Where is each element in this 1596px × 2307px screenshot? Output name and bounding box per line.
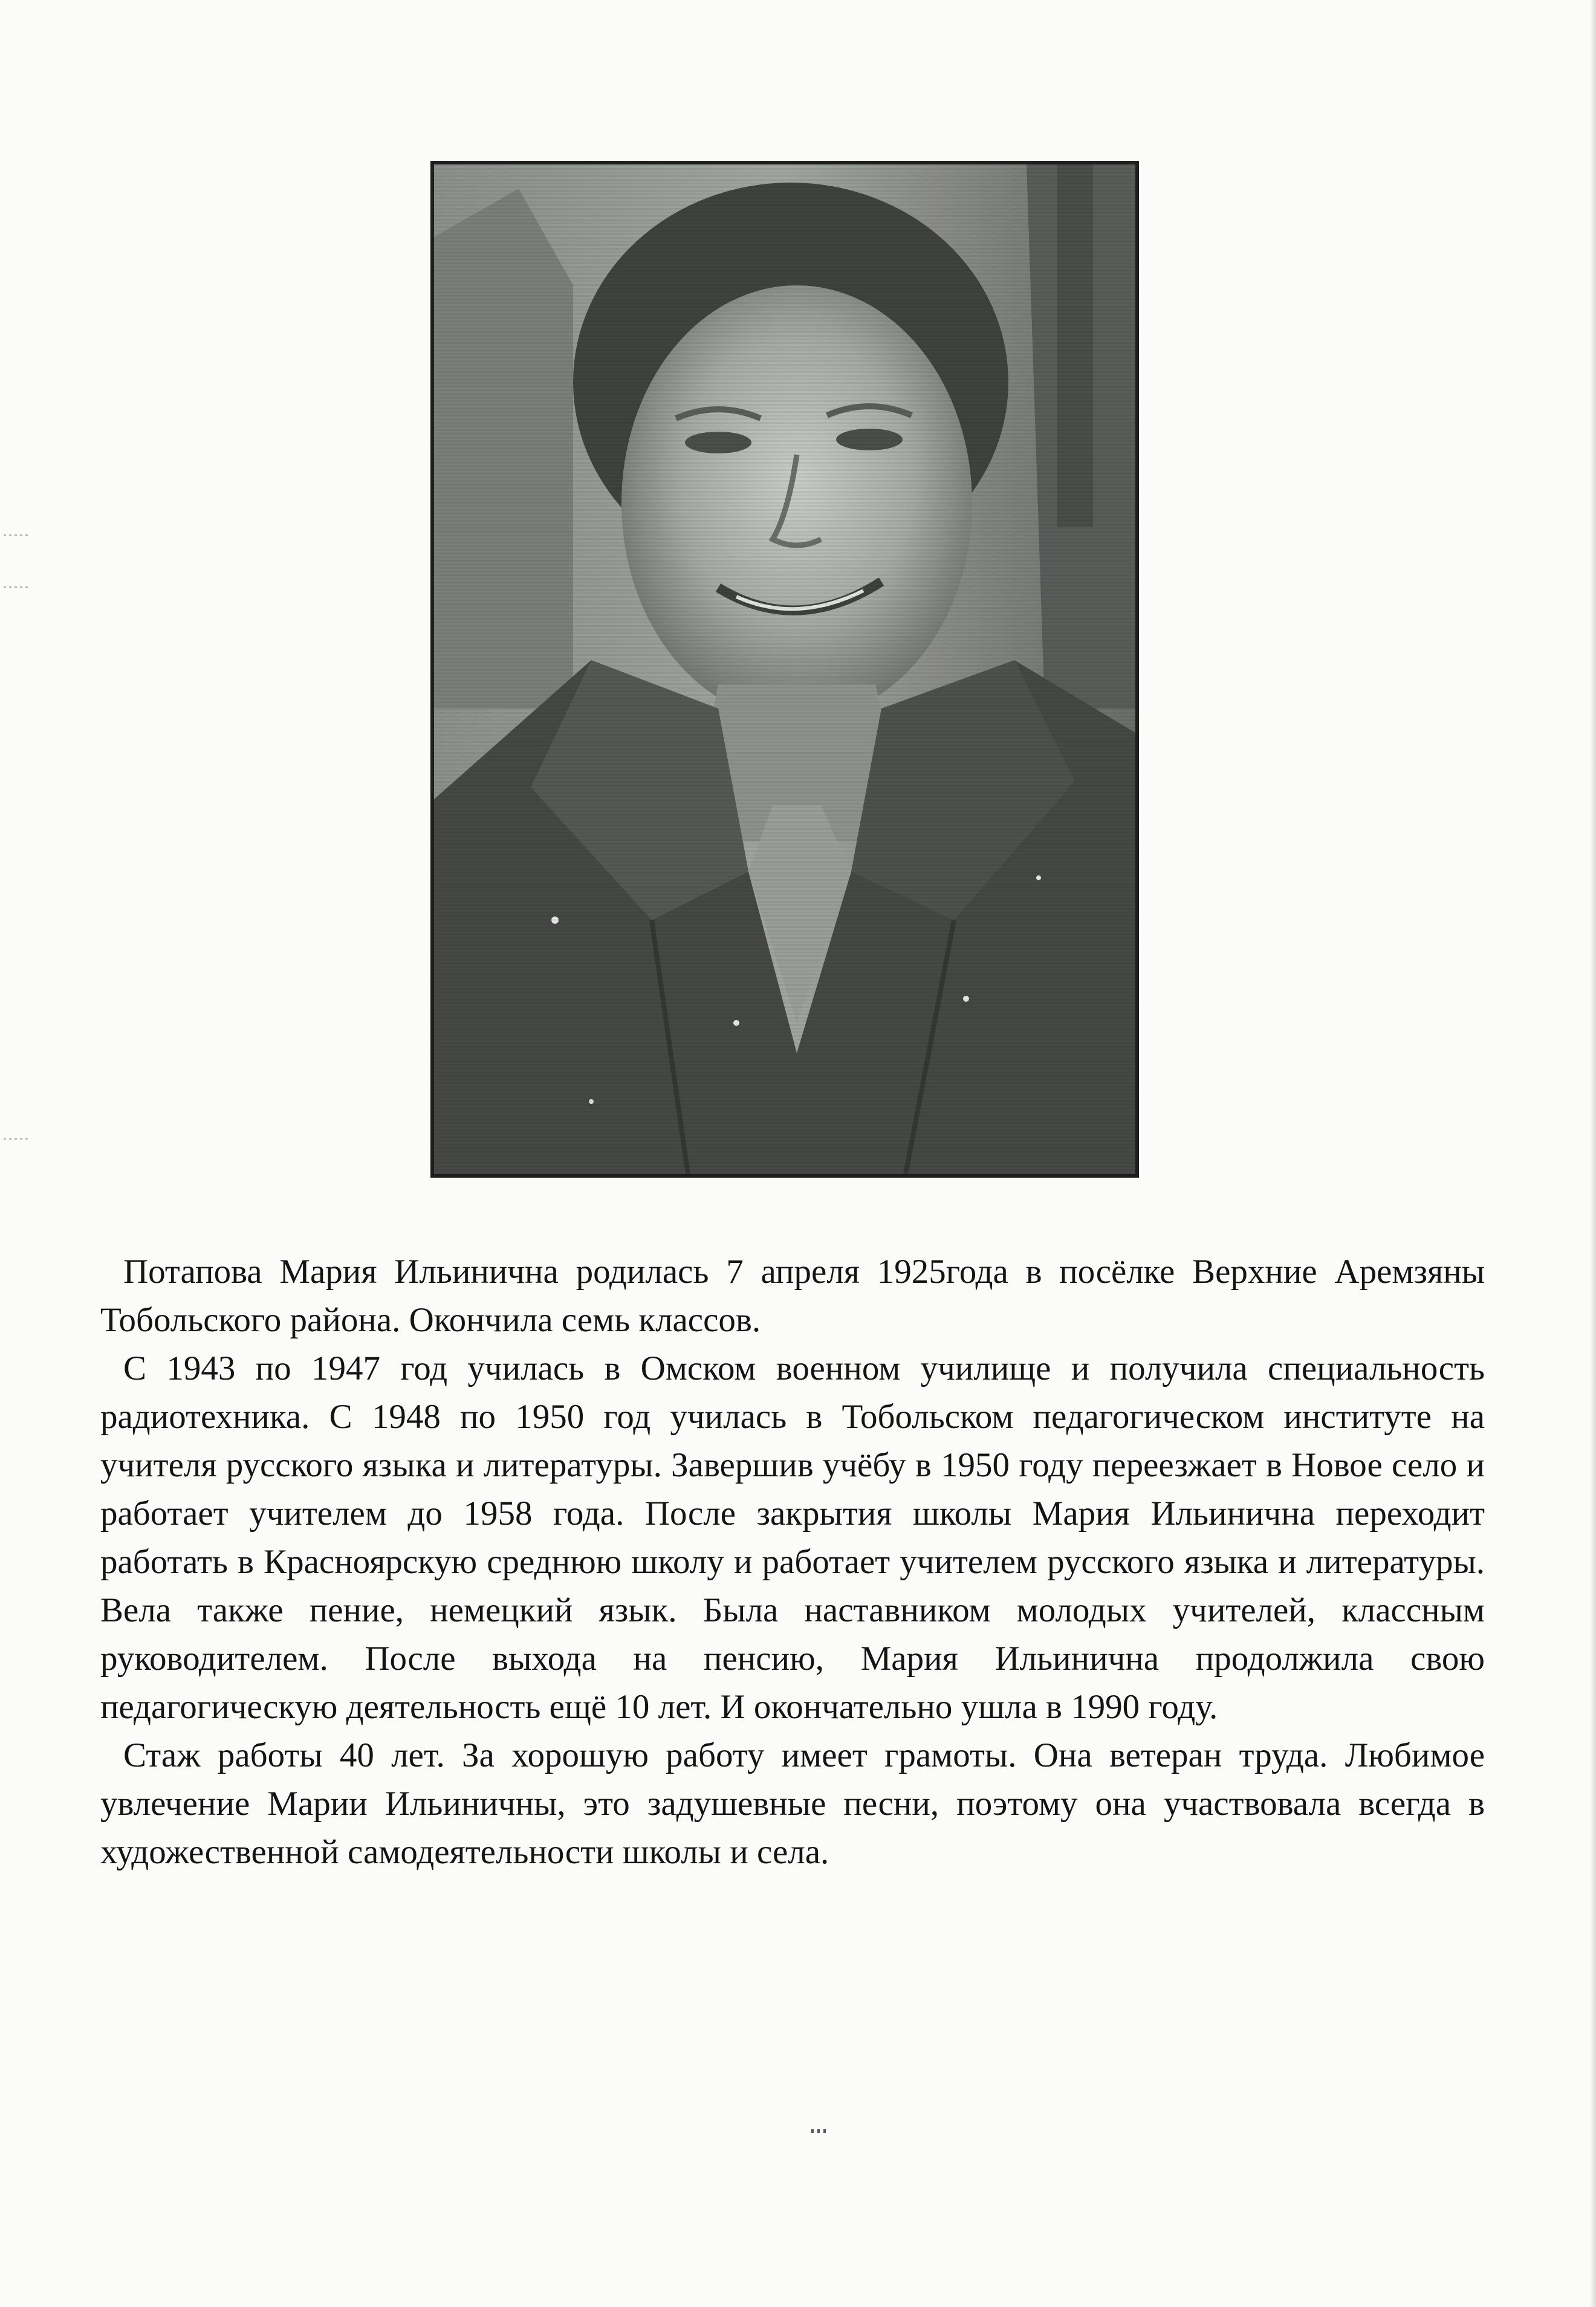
page-mark xyxy=(811,2129,827,2133)
bio-paragraph-hobbies: Стаж работы 40 лет. За хорошую работу имеет грамоты. Она ветеран труда. Любимое увлечение Марии Ильиничны, это задушевные песни, поэтому она участвовала всегда в художественной самодеятельности школы и села. xyxy=(100,1736,1485,1871)
page-edge xyxy=(1590,0,1596,2307)
bio-paragraph-career: С 1943 по 1947 год училась в Омском военном училище и получила специальность радиотехника. С 1948 по 1950 год училась в Тобольском педагогическом институте на учителя русского языка и литературы. Завершив учёбу в 1950 году переезжает в Новое село и работает учителем до 1958 года. После закрытия школы Мария Ильинична переходит работать в Красноярскую среднюю школу и работает учителем русского языка и литературы. Вела также пение, немецкий язык. Была наставником молодых учителей, классным руководителем. После выхода на пенсию, Мария Ильинична продолжила свою педагогическую деятельность ещё 10 лет. И окончательно ушла в 1990 году. xyxy=(100,1349,1485,1726)
bio-paragraph-birth: Потапова Мария Ильинична родилась 7 апреля 1925года в посёлке Верхние Аремзяны Тобольского района. Окончила семь классов. xyxy=(100,1253,1485,1339)
margin-mark xyxy=(4,1138,28,1140)
margin-mark xyxy=(4,586,28,588)
portrait-photo xyxy=(430,161,1139,1178)
margin-mark xyxy=(4,534,28,536)
biography-text xyxy=(100,1248,1485,1877)
